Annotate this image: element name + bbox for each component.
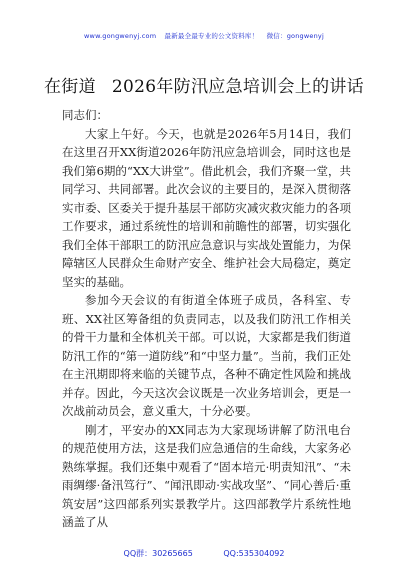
paragraph-2: 参加今天会议的有街道全体班子成员，各科室、专班、XX社区筹备组的负责同志，以及我们防汛工作相关的骨干力量和全体机关干部。可以说，大家都是我们街道防汛工作的“第一道防线”和“中坚力量”。当前，我们正处在主汛期即将来临的关键节点，各种不确定性风险和挑战并存。因此，今天这次会议既是一次业务培训会，更是一次战前动员会，意义重大，十分必要。 bbox=[62, 293, 351, 418]
contact-footer bbox=[0, 548, 408, 559]
site-header bbox=[0, 31, 408, 40]
qq-group: QQ群：30265665 bbox=[123, 549, 193, 558]
qq-number: QQ:535304092 bbox=[223, 549, 285, 558]
site-slogan: 最新最全最专业的公文资料库！ bbox=[164, 32, 259, 40]
greeting: 同志们： bbox=[62, 108, 108, 122]
speech-body bbox=[62, 106, 351, 532]
site-url[interactable]: www.gongwenyj.com bbox=[84, 32, 157, 40]
paragraph-3: 刚才，平安办的XX同志为大家现场讲解了防汛电台的规范使用方法，这是我们应急通信的生命线，大家务必熟练掌握。我们还集中观看了“固本培元·明责知汛”、“未雨绸缪·备汛笃行”、“闻汛即动·实战攻坚”、“同心善后·重筑安居”这四部系列实景教学片。这四部教学片系统性地涵盖了从 bbox=[62, 422, 351, 529]
title-prefix: 在街道 bbox=[44, 77, 96, 97]
paragraph-1: 大家上午好。今天，也就是2026年5月14日，我们在这里召开XX街道2026年防汛应急培训会，同时这也是我们第6期的“XX大讲堂”。借此机会，我们齐聚一堂，共同学习、共同部署。此次会议的主要目的，是深入贯彻落实市委、区委关于提升基层干部防灾减灾救灾能力的各项工作要求，通过系统性的培训和前瞻性的部署，切实强化我们全体干部职工的防汛应急意识与实战处置能力，为保障辖区人民群众生命财产安全、维护社会大局稳定，奠定坚实的基础。 bbox=[62, 126, 351, 289]
page-title bbox=[0, 72, 408, 97]
wechat-id: 微信：gongwenyj bbox=[266, 32, 324, 40]
title-main: 2026年防汛应急培训会上的讲话 bbox=[111, 77, 364, 97]
